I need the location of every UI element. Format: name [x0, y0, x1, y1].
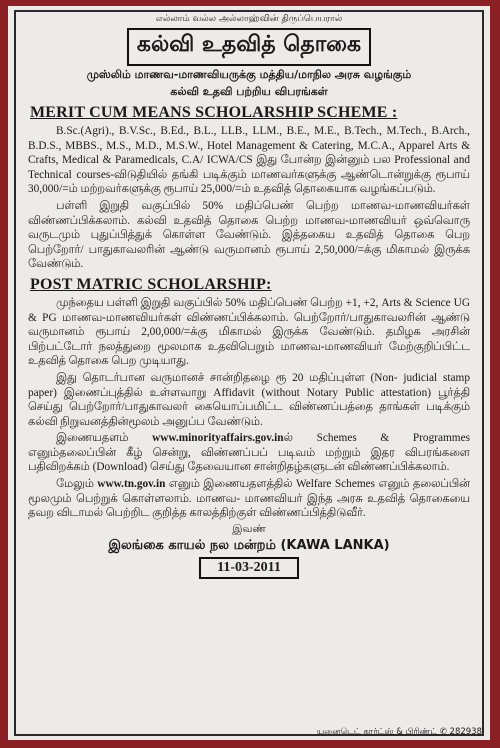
- subtitle-line-2: கல்வி உதவி பற்றிய விபரங்கள்: [170, 85, 328, 98]
- notice-border: [14, 10, 484, 736]
- notice-paper: [8, 6, 490, 740]
- notice-date: 11-03-2011: [199, 557, 299, 579]
- post-matric-eligibility-paragraph: முந்தைய பள்ளி இறுதி வகுப்பில் 50% மதிப்பெண் பெற்ற +1, +2, Arts & Science UG & PG மாணவ-மாணவியர்கள் விண்ணப்பிக்கலாம். பெற்றோர்/பாதுகாவலரின் ஆண்டு வருமானம் ரூபாய் 2,00,000/=க்கு மிகாமல் இருக்க வேண்டும். தமிழக அரசின் பிற்பட்டோர் நலத்துறை மூலமாக உதவிபெறும் மாணவ-மாணவியர் மேற்குறிப்பிட்ட உதவித் தொகை பெற முடியாது.: [28, 296, 470, 368]
- merit-courses-paragraph: B.Sc.(Agri)., B.V.Sc., B.Ed., B.L., LLB., LLM., B.E., M.E., B.Tech., M.Tech., B.Arch., B.D.S., MBBS., M.S., M.D., M.S.W., Hotel Management & Catering, M.C.A., Apparel Arts & Crafts, Medical & Paramedicals, C.A/ ICWA/CS இது போன்ற இன்னும் பல Professional and Technical courses-விடுதியில் தங்கி படிக்கும் மாணவர்களுக்கு ஆண்டொன்றுக்கு ரூபாய் 30,000/=ம் மற்றவர்களுக்கு ரூபாய் 25,000/=ம் உதவித் தொகையாக வழங்கப்படும்.: [28, 125, 470, 196]
- page-title: கல்வி உதவித் தொகை: [127, 28, 371, 66]
- post-matric-heading: POST MATRIC SCHOLARSHIP:: [30, 275, 272, 293]
- tn-gov-paragraph: [16, 477, 482, 521]
- para3-prefix: இணையதளம்: [56, 432, 153, 445]
- merit-eligibility-paragraph: பள்ளி இறுதி வகுப்பில் 50% மதிப்பெண் பெற்ற மாணவ-மாணவியர்கள் விண்ணப்பிக்கலாம். கல்வி உதவித் தொகை பெற்ற மாணவ-மாணவியர் ஒவ்வொரு வருடமும் புதுப்பித்துக் கொள்ள வேண்டும். இத்தகைய உதவித் தொகை பெற பெற்றோர்/ பாதுகாவலரின் ஆண்டு வருமானம் ரூபாய் 2,50,000/=க்கு மிகாமல் இருக்க வேண்டும்.: [28, 199, 470, 271]
- minority-affairs-link[interactable]: www.minorityaffairs.gov.in: [152, 432, 284, 445]
- tn-gov-link[interactable]: www.tn.gov.in: [97, 478, 166, 491]
- invocation-line: எல்லாம் வல்ல அல்லாஹ்வின் திருப்பெயரால்: [155, 14, 343, 24]
- minority-affairs-paragraph: [16, 431, 482, 475]
- subtitle-line-1: முஸ்லிம் மாணவ-மாணவியருக்கு மத்திய/மாநில அரசு வழங்கும்: [86, 68, 412, 81]
- affidavit-paragraph: இது தொடர்பான வருமானச் சான்றிதழை ரூ 20 மதிப்புள்ள (Non- judicial stamp paper) இணைப்புத்தில் உள்ளவாறு Affidavit (without Notary Public attestation) பூர்த்தி செய்து பெற்றோர்/பாதுகாவலர் கையொப்பமிட்ட விண்ணப்பத்தை தாங்கள் படிக்கும் கல்வி நிறுவனத்தின்மூலம் அனுப்ப வேண்டும்.: [28, 371, 470, 428]
- printer-credit: யுனைடெட் கார்ட்ஸ் & பிரிண்ட் ✆ 282938: [316, 727, 482, 737]
- para4-rest: எனும் இணையதளத்தில் Welfare Schemes எனும் தலைப்பின் மூலமும் பெற்றுக் கொள்ளலாம். மாணவ- மாணவியர் இந்த அரசு உதவித் தொகையை தவற விடாமல் பெற்றிட குறித்த காலத்திற்குள் விண்ணப்பித்திடுவீர்.: [28, 478, 470, 520]
- para4-prefix: மேலும்: [56, 478, 98, 491]
- para3-rest: ல் Schemes & Programmes எனும்தலைப்பின் கீழ் சென்று, விண்ணப்பப் படிவம் மற்றும் இதர விபரங்களை பதிவிறக்கம் (Download) செய்து தேவையான சான்றிதழ்களுடன் விண்ணப்பிக்கலாம்.: [28, 432, 470, 474]
- merit-scheme-heading: MERIT CUM MEANS SCHOLARSHIP SCHEME :: [30, 104, 398, 121]
- organization-name: இலங்கை காயல் நல மன்றம் (KAWA LANKA): [108, 537, 390, 553]
- sign-off: இவண்: [232, 522, 266, 535]
